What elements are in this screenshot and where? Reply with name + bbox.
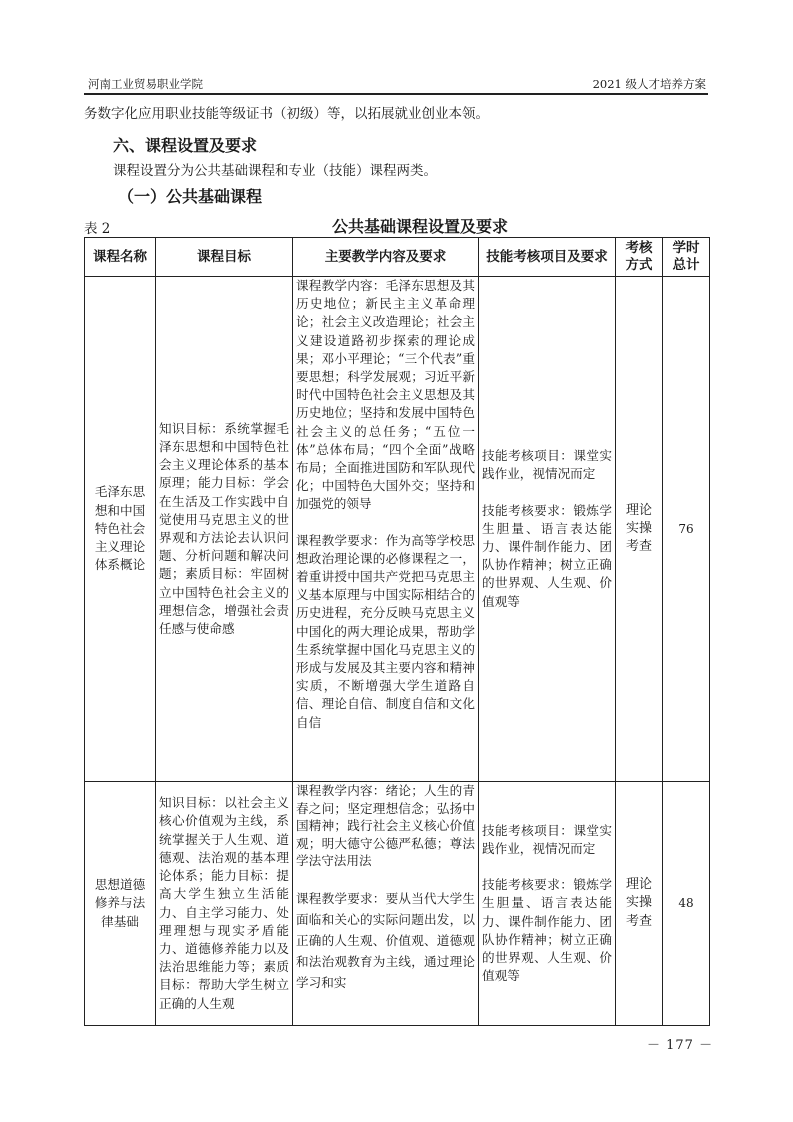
col-header-course-goal: 课程目标 [156,238,293,277]
content-cell [293,782,479,1026]
course-name-cell: 思想道德修养与法律基础 [85,782,156,1026]
col-header-assessment-method [616,238,663,277]
header-rule [84,93,708,95]
assessment-method-cell [616,782,663,1026]
method-line: 实操 [625,520,652,536]
header-institution: 河南工业贸易职业学院 [88,77,203,91]
method-line: 理论 [625,502,652,518]
skill-cell [479,782,616,1026]
subsection-heading: （一）公共基础课程 [118,187,263,206]
method-line: 实操 [625,895,652,911]
content-text: 课程教学内容：毛泽东思想及其历史地位；新民主主义革命理论；社会主义改造理论；社会主义建设道路初步探索的理论成果；邓小平理论；“三个代表”重要思想；科学发展观；习近平新时代中国特色社会主义思想及其历史地位；坚持和发展中国特色社会主义的总任务；“五位一体”总体布局；“四个全面”战略布局；全面推进国防和军队现代化；中国特色大国外交；坚持和加强党的领导 [296,278,475,512]
requirement-text: 课程教学要求：作为高等学校思想政治理论课的必修课程之一，着重讲授中国共产党把马克思主义基本原理与中国实际相结合的历史进程，充分反映马克思主义中国化的两大理论成果，帮助学生系统掌握中国化马克思主义的形成与发展及其主要内容和精神实质，不断增强大学生道路自信、理论自信、制度自信和文化自信 [296,532,475,730]
course-name-cell: 毛泽东思想和中国特色社会主义理论体系概论 [85,277,156,782]
header-line: 考核 [625,240,653,256]
table-header-row [85,238,710,277]
skill-item-text: 技能考核项目：课堂实践作业，视情况而定 [482,822,612,856]
page-number: － 177 － [647,1038,714,1053]
method-line: 考查 [625,913,652,929]
col-header-course-name: 课程名称 [85,238,156,277]
header-line: 学时 [672,240,700,256]
assessment-method-cell [616,277,663,782]
table-row [85,782,710,1026]
method-line: 考查 [625,539,652,555]
total-hours-cell: 48 [663,782,710,1026]
skill-requirement-text: 技能考核要求：锻炼学生胆量、语言表达能力、课件制作能力、团队协作精神；树立正确的世界观、人生观、价值观等 [482,502,612,609]
table-row [85,277,710,782]
header-line: 方式 [625,257,653,273]
course-goal-cell: 知识目标：以社会主义核心价值观为主线，系统掌握关于人生观、道德观、法治观的基本理论体系；能力目标：提高大学生独立生活能力、自主学习能力、处理理想与现实矛盾能力、道德修养能力以及法治思维能力等；素质目标：帮助大学生树立正确的人生观 [156,782,293,1026]
total-hours-cell: 76 [663,277,710,782]
col-header-skill-assessment: 技能考核项目及要求 [479,238,616,277]
table-title: 公共基础课程设置及要求 [331,217,508,236]
course-goal-cell: 知识目标：系统掌握毛泽东思想和中国特色社会主义理论体系的基本原理；能力目标：学会在生活及工作实践中自觉使用马克思主义的世界观和方法论去认识问题、分析问题和解决问题；素质目标：牢固树立中国特色社会主义的理想信念，增强社会责任感与使命感 [156,277,293,782]
skill-cell [479,277,616,782]
skill-item-text: 技能考核项目：课堂实践作业，视情况而定 [482,448,612,482]
header-doc-title: 2021 级人才培养方案 [592,77,706,91]
course-table [84,237,710,1026]
section-paragraph: 课程设置分为公共基础课程和专业（技能）课程两类。 [113,163,437,179]
page-header [84,76,708,92]
content-cell [293,277,479,782]
skill-requirement-text: 技能考核要求：锻炼学生胆量、语言表达能力、课件制作能力、团队协作精神；树立正确的世界观、人生观、价值观等 [482,877,612,984]
section-heading: 六、课程设置及要求 [113,136,258,155]
intro-paragraph: 务数字化应用职业技能等级证书（初级）等，以拓展就业创业本领。 [84,106,489,122]
col-header-total-hours [663,238,710,277]
method-line: 理论 [625,877,652,893]
col-header-content: 主要教学内容及要求 [293,238,479,277]
table-number: 表 2 [84,221,111,237]
requirement-text: 课程教学要求：要从当代大学生面临和关心的实际问题出发，以正确的人生观、价值观、道德观和法治观教育为主线，通过理论学习和实 [296,890,475,990]
header-line: 总计 [672,257,700,273]
content-text: 课程教学内容：绪论；人生的青春之问；坚定理想信念；弘扬中国精神；践行社会主义核心价值观；明大德守公德严私德；尊法学法守法用法 [296,783,475,868]
